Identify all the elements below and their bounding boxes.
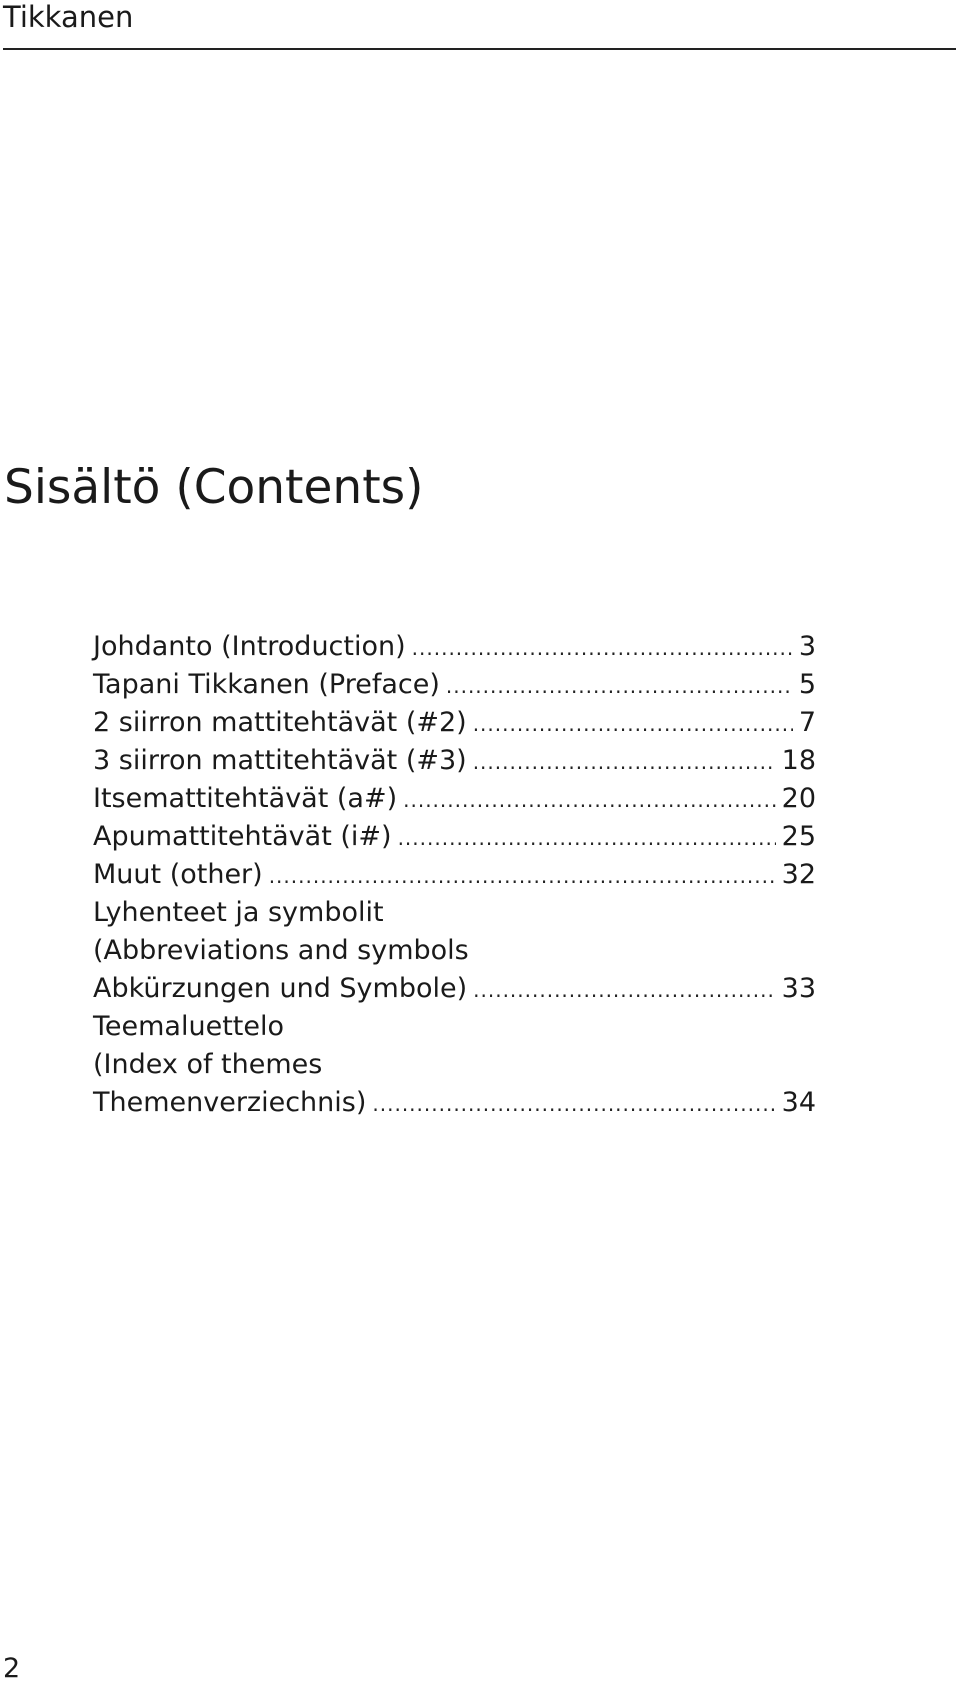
toc-entry-page: 5 xyxy=(798,669,816,700)
toc-dot-leader xyxy=(372,1085,775,1123)
toc-entry-page: 25 xyxy=(781,821,816,852)
toc-entry-label: 3 siirron mattitehtävät (#3) xyxy=(93,745,467,776)
toc-entry-three-movers[interactable] xyxy=(93,742,816,780)
running-header-title: Tikkanen xyxy=(3,0,134,34)
toc-entry-line xyxy=(93,1046,816,1084)
toc-entry-label: Lyhenteet ja symbolit xyxy=(93,897,384,928)
toc-entry-line xyxy=(93,1008,816,1046)
toc-entry-selfmates[interactable] xyxy=(93,780,816,818)
toc-entry-helpmates[interactable] xyxy=(93,818,816,856)
toc-entry-label: (Abbreviations and symbols xyxy=(93,935,469,966)
toc-entry-page: 33 xyxy=(781,973,816,1004)
toc-dot-leader xyxy=(473,743,776,781)
toc-dot-leader xyxy=(473,971,776,1009)
toc-entry-line xyxy=(93,1084,816,1122)
toc-dot-leader xyxy=(269,857,776,895)
toc-entry-two-movers[interactable] xyxy=(93,704,816,742)
toc-dot-leader xyxy=(446,667,793,705)
page-title: Sisältö (Contents) xyxy=(4,460,424,515)
toc-entry-label: Itsemattitehtävät (a#) xyxy=(93,783,398,814)
toc-entry-other[interactable] xyxy=(93,856,816,894)
toc-entry-introduction[interactable] xyxy=(93,628,816,666)
toc-dot-leader xyxy=(398,819,776,857)
toc-entry-page: 7 xyxy=(798,707,816,738)
toc-entry-line xyxy=(93,894,816,932)
toc-entry-label: Abkürzungen und Symbole) xyxy=(93,973,468,1004)
page-number: 2 xyxy=(3,1653,21,1684)
toc-entry-label: Teemaluettelo xyxy=(93,1011,285,1042)
toc-entry-page: 34 xyxy=(781,1087,816,1118)
table-of-contents xyxy=(93,628,816,1122)
toc-entry-label: (Index of themes xyxy=(93,1049,323,1080)
toc-entry-label: Tapani Tikkanen (Preface) xyxy=(93,669,440,700)
toc-entry-page: 32 xyxy=(781,859,816,890)
toc-entry-page: 20 xyxy=(781,783,816,814)
toc-entry-line xyxy=(93,970,816,1008)
toc-entry-label: 2 siirron mattitehtävät (#2) xyxy=(93,707,467,738)
toc-entry-line xyxy=(93,932,816,970)
toc-entry-preface[interactable] xyxy=(93,666,816,704)
toc-entry-index-of-themes[interactable] xyxy=(93,1008,816,1122)
header-divider xyxy=(3,48,956,50)
toc-entry-page: 3 xyxy=(798,631,816,662)
toc-entry-label: Themenverziechnis) xyxy=(93,1087,367,1118)
toc-dot-leader xyxy=(412,629,793,667)
toc-entry-abbreviations[interactable] xyxy=(93,894,816,1008)
toc-entry-page: 18 xyxy=(781,745,816,776)
toc-dot-leader xyxy=(403,781,776,819)
toc-entry-label: Muut (other) xyxy=(93,859,263,890)
toc-entry-label: Johdanto (Introduction) xyxy=(93,631,406,662)
toc-entry-label: Apumattitehtävät (i#) xyxy=(93,821,392,852)
toc-dot-leader xyxy=(473,705,793,743)
